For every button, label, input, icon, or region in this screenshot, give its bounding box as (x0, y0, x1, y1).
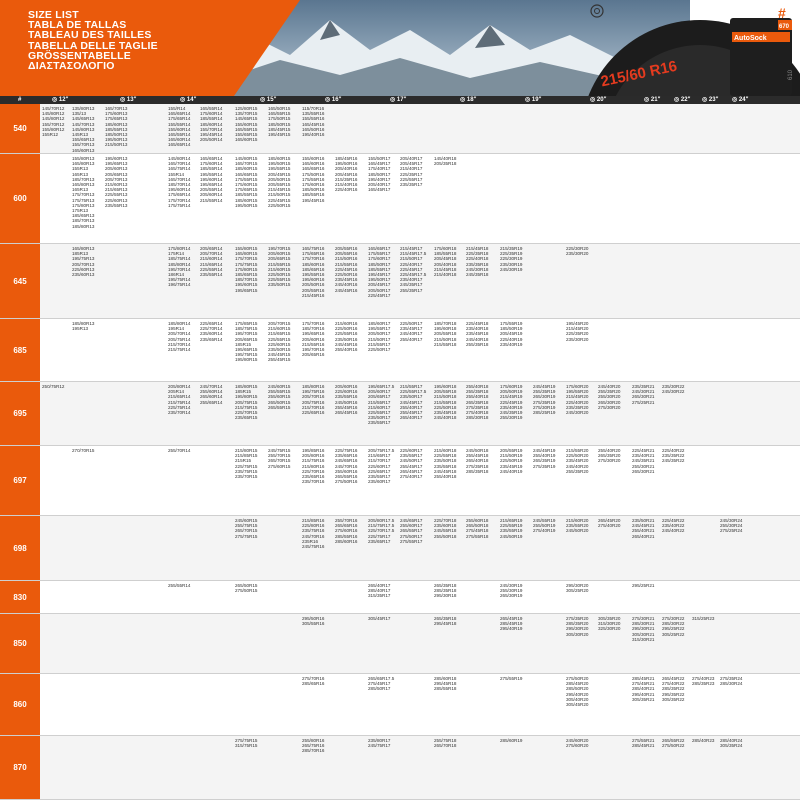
tyre-size-list: 245/45R19 255/40R19 265/35R19 275/35R19 (533, 448, 556, 469)
size-number: 870 (0, 736, 40, 799)
tyre-size-list: 205/65R14 205/70R14 215/60R14 215/65R14 225/55R14 235/55R14 (200, 246, 223, 278)
product-number: 670 (779, 24, 790, 30)
tyre-size-list: 145/80R15 165/70R15 185/60R15 165/65R15 175/55R15 175/60R15 175/65R15 185/55R15 185/60R15 195/50R15 (235, 156, 258, 208)
header-banner (0, 0, 800, 96)
tyre-size-list: 275/70R16 285/65R16 (302, 676, 325, 687)
tyre-size-list: 215/80R15 215/85R15 215R15 225/75R15 235/75R15 235/70R15 (235, 448, 258, 480)
size-number: 850 (0, 614, 40, 673)
table-row (40, 674, 800, 736)
tyre-size-list: 255/75R18 265/70R18 (434, 738, 457, 749)
tyre-size-list: 245/50R18 255/45R18 265/40R18 275/35R18 285/35R18 (466, 448, 489, 474)
rim-size-header: ◎ 20" (590, 97, 607, 103)
tyre-size-list: 285/60R19 (500, 738, 523, 743)
tyre-size-text: 215/60 R16 (599, 57, 679, 91)
tyre-size-list: 215/35R19 225/35R19 225/30R19 235/30R19 245/30R19 (500, 246, 523, 272)
size-number: 698 (0, 516, 40, 580)
tyre-size-list: 315/25R23 (692, 616, 715, 621)
tyre-size-list: 205/55R19 215/50R19 225/50R19 235/45R19 245/40R19 (500, 448, 523, 474)
tyre-size-list: 245/75R15 255/70R15 265/70R15 275/60R15 (268, 448, 291, 469)
tyre-size-list: 155/80R13 165/80R13 155R13 165R13 185/70R13 165/80R13 165R13 175/70R13 175/75R13 175/80R13 175R13 185/65R13 185/70R13 185/80R13 (72, 156, 95, 229)
tyre-size-list: 205/75R17.5 215/65R17 215/70R17 225/60R17 225/65R17 235/55R17 235/60R17 (368, 448, 395, 485)
tyre-size-list: 145/80R14 165/70R14 165/75R14 155R14 165/70R14 185/70R14 195/60R14 175/65R14 175/70R14 175/75R14 (168, 156, 191, 208)
table-row (40, 614, 800, 674)
tyre-size-list: 285/40R23 (692, 738, 715, 743)
tyre-size-list: 265/40R17 285/40R17 315/35R17 (368, 583, 391, 599)
tyre-size-list: 215/55R17 225/55R17.5 235/50R17 245/45R17 255/40R17 255/45R17 265/40R17 (400, 384, 427, 421)
tyre-size-list: 305/45R17 (368, 616, 391, 621)
title-line: GRÖSSENTABELLE (28, 49, 131, 62)
size-number: 600 (0, 154, 40, 243)
tyre-size-list: 225/40R22 235/35R22 245/35R22 (662, 448, 685, 464)
tyre-size-list: 245/30R24 255/30R24 275/25R24 (720, 518, 743, 534)
tyre-size-list: 135/80R13 135/13 145/65R13 145/70R13 145/80R13 145R13 155/65R13 155/70R13 165/60R13 (72, 106, 95, 153)
tyre-size-list: 205/40R17 205/45R17 215/40R17 225/35R17 225/55R17 235/35R17 (400, 156, 423, 188)
tyre-size-list: 175/55R19 185/50R19 205/45R19 225/40R19 235/40R19 (500, 321, 523, 347)
tyre-size-list: 125/80R15 135/70R15 145/65R15 155/60R15 165/55R15 155/65R15 165/60R15 (235, 106, 258, 143)
tyre-size-list: 285/60R18 295/45R18 285/55R18 (434, 676, 457, 692)
size-number: 830 (0, 581, 40, 613)
tyre-size-list: 265/45R20 275/40R20 (598, 518, 621, 529)
tyre-size-list: 225/45R22 235/40R22 245/40R22 (662, 518, 685, 534)
title-line: TABELLA DELLE TAGLIE (28, 39, 158, 52)
tyre-size-list: 285/40R24 305/35R24 (720, 738, 743, 749)
rim-size-header: ◎ 18" (460, 97, 477, 103)
tyre-size-list: 185/80R15 185R15 195/80R15 205/75R15 215/75R15 225/70R15 235/65R15 (235, 384, 258, 421)
tyre-size-list: 225/50R17 235/45R17 245/40R17 255/40R17 (400, 321, 423, 342)
tyre-size-list: 215/45R17 215/45R17.5 215/50R17 225/40R17 225/45R17 225/45R17.5 235/40R17 245/35R17 255/35R17 (400, 246, 427, 293)
size-table (0, 96, 800, 800)
tyre-size-list: 255/80R16 265/75R16 285/70R16 (302, 738, 325, 754)
tyre-size-list: 245/40R20 255/35R20 255/30R20 265/30R20 275/30R20 (598, 384, 621, 410)
rim-size-header: ◎ 21" (644, 97, 661, 103)
tyre-size-list: 185/80R13 195R13 (72, 321, 95, 332)
tyre-size-list: 185/60R15 195/50R15 195/55R15 205/45R15 205/50R15 205/55R15 215/45R15 215/50R15 225/45R15 225/50R15 (268, 156, 291, 208)
tyre-size-list: 275/75R15 315/75R15 (235, 738, 258, 749)
tyre-size-list: 245/60R20 275/60R20 (566, 738, 589, 749)
tyre-size-list: 215/60R18 225/55R18 235/50R18 235/55R18 245/45R18 255/40R18 (434, 448, 457, 480)
tyre-size-list: 155/50R17 165/45R17 175/40R17 185/50R17 195/40R17 205/40R17 165/45R17 (368, 156, 391, 193)
tyre-size-list: 235/80R17 245/75R17 (368, 738, 391, 749)
rim-size-header: ◎ 22" (674, 97, 691, 103)
tyre-size-list: 250/75R12 (42, 384, 65, 389)
tyre-size-list: 165/50R15 165/55R15 175/50R15 185/50R15 185/45R15 195/45R15 (268, 106, 291, 138)
tyre-size-list: 195/70R15 205/60R15 205/65R15 215/55R15 215/60R15 225/50R15 225/55R15 235/50R15 (268, 246, 291, 288)
tyre-size-list: 275/50R20 285/45R20 285/50R20 295/40R20 305/40R20 305/45R20 (566, 676, 589, 708)
tyre-size-list: 265/35R18 285/35R18 295/30R18 (434, 583, 457, 599)
column-header-bar (0, 96, 800, 104)
tyre-size-list: 305/35R20 315/30R20 325/30R20 (598, 616, 621, 632)
table-row (40, 104, 800, 154)
tyre-size-list: 185/60R17 195/55R17 205/50R17 215/50R17 215/55R17 225/50R17 (368, 321, 391, 353)
tyre-size-list: 185/80R16 195/75R16 205/70R16 205/75R16 215/70R16 225/65R16 (302, 384, 325, 416)
tyre-size-list: 145/70R12 145/80R12 145/80R12 155/70R12 155/80R12 155R12 (42, 106, 65, 138)
tyre-size-list: 225/60R17 235/55R17 245/50R17 255/45R17 265/45R17 275/40R17 (400, 448, 423, 480)
tyre-size-list: 225/75R16 235/65R16 245/65R16 245/70R16 255/60R16 265/55R16 275/50R16 (335, 448, 358, 485)
tyre-size-list: 255/55R14 (168, 583, 191, 588)
tyre-size-list: 205/55R16 205/55R16 215/50R16 215/55R16 225/45R16 225/50R16 235/45R16 245/40R16 245/45R16 (335, 246, 358, 293)
tyre-size-list: 275/30R22 285/30R22 295/25R22 305/25R22 (662, 616, 685, 637)
tyre-size-list: 275/40R23 285/35R23 (692, 676, 715, 687)
tyre-size-list: 175/60R20 195/55R20 215/45R20 225/40R20 235/35R20 245/30R20 (566, 384, 589, 416)
tyre-size-list: 245/55R19 255/50R19 275/40R19 (533, 518, 556, 534)
size-number: 645 (0, 244, 40, 318)
tyre-size-list: 175/80R14 175R14 185/75R14 185/80R14 195/70R14 186R14 195/75R14 196/75R14 (168, 246, 191, 288)
tyre-size-list: 225/70R18 235/60R18 245/55R18 255/50R18 (434, 518, 457, 539)
tyre-size-list: 165/55R14 175/60R14 185/55R14 185/60R14 155/70R14 195/45R14 205/50R14 (200, 106, 223, 143)
size-number-header: # (18, 97, 22, 103)
tyre-size-list: 225/45R18 235/40R18 235/45R18 245/40R18 255/35R18 (466, 321, 489, 347)
tyre-size-list: 205/70R15 215/60R15 215/65R15 225/55R15 225/60R15 235/50R15 245/45R15 255/45R15 (268, 321, 291, 363)
tyre-size-list: 245/65R17 255/60R17 265/55R17 275/50R17 275/55R17 (400, 518, 423, 544)
tyre-size-list: 265/55R22 275/50R22 (662, 738, 685, 749)
tyre-size-list: 255/40R20 265/35R20 275/30R20 (598, 448, 621, 464)
tyre-size-list: 275/55R21 285/45R21 (632, 738, 655, 749)
rim-size-header: ◎ 16" (325, 97, 342, 103)
tyre-size-list: 155/80R15 165/80R15 175/70R15 175/75R15 175/80R15 185/65R15 185/70R15 195/60R15 195/65R15 (235, 246, 258, 293)
tyre-size-list: 175/60R18 185/55R18 205/45R18 205/40R18 215/45R18 215/40R18 (434, 246, 457, 278)
tyre-size-list: 245/60R15 255/55R15 255/60R15 265/50R15 265/55R15 (268, 384, 291, 410)
tyre-size-list: 255/40R18 255/35R18 255/40R18 265/35R18 275/35R18 275/40R18 285/30R18 (466, 384, 489, 421)
tyre-size-list: 175/70R16 185/70R16 195/65R16 205/60R16 215/55R16 195/70R16 205/65R16 (302, 321, 325, 358)
tyre-size-list: 225/65R14 225/70R14 235/60R14 235/65R14 (200, 321, 223, 342)
rim-size-header: ◎ 24" (732, 97, 749, 103)
rim-size-header: ◎ 17" (390, 97, 407, 103)
rim-size-header: ◎ 12" (52, 97, 69, 103)
tyre-size-list: 155/R14 165/65R14 175/65R14 155/55R14 155/60R14 165/55R14 165/60R14 165/65R14 (168, 106, 191, 148)
tyre-size-list: 275/30R21 285/30R21 295/30R21 305/30R21 315/30R21 (632, 616, 655, 642)
tyre-size-list: 255/70R14 (168, 448, 191, 453)
title-line: TABLEAU DES TAILLES (28, 29, 152, 42)
size-number: 685 (0, 319, 40, 381)
tyre-size-list: 215/45R18 225/35R18 225/40R18 235/35R18 245/30R18 245/35R18 (466, 246, 489, 278)
tyre-size-list: 285/45R21 275/45R21 285/40R21 295/40R21 305/35R21 (632, 676, 655, 702)
tyre-size-list: 165/65R17 175/55R17 175/60R17 185/50R17 185/55R17 195/45R17 195/50R17 205/45R17 205/50R17 225/45R17 (368, 246, 391, 298)
rim-size-header: ◎ 14" (180, 97, 197, 103)
tyre-size-list: 165/70R13 175/60R13 175/65R13 185/60R13 185/55R13 185/50R13 195/50R13 215/50R13 (105, 106, 128, 148)
tyre-size-list: 295/25R21 (632, 583, 655, 588)
tyre-size-list: 185/45R16 195/50R16 205/40R16 205/45R16 215/35R16 215/40R16 225/40R16 (335, 156, 358, 193)
table-row (40, 581, 800, 614)
tyre-size-list: 195/60R18 205/55R18 215/50R18 215/55R18 225/50R18 235/45R18 245/40R18 (434, 384, 457, 421)
tyre-size-list: 205/60R16 225/60R16 235/55R16 245/50R16 255/45R16 265/45R16 (335, 384, 358, 416)
title-line: TABLA DE TALLAS (28, 19, 127, 32)
table-row (40, 736, 800, 800)
tyre-size-list: 165/75R16 175/65R16 175/70R16 185/60R16 185/65R16 195/55R16 195/60R16 205/50R16 205/55R16 215/45R16 (302, 246, 325, 298)
tyre-size-list: 215/60R16 225/50R16 225/55R16 235/50R16 245/45R16 255/40R16 (335, 321, 358, 353)
size-number: 860 (0, 674, 40, 735)
tyre-size-list: 265/45R19 285/45R19 295/40R19 (500, 616, 523, 632)
tyre-size-list: 195/85R16 205/80R16 215/75R16 215/80R16 225/70R16 235/65R16 235/70R16 (302, 448, 325, 485)
title-block (28, 10, 158, 71)
side-code: 610 (788, 69, 794, 80)
tyre-size-list: 115/70R16 135/55R16 155/55R16 165/45R16 165/50R16 195/40R16 (302, 106, 325, 138)
title-line: SIZE LIST (28, 9, 79, 21)
tyre-icon (590, 4, 604, 18)
tyre-size-list: 225/45R21 235/40R21 245/35R21 255/30R21 265/30R21 (632, 448, 655, 474)
tyre-size-list: 165/65R14 175/60R14 185/55R14 195/55R14 195/60R14 195/65R14 205/55R14 205/60R14 215/55R14 (200, 156, 223, 203)
tyre-size-list: 265/45R22 275/40R22 285/35R22 295/35R22 305/35R22 (662, 676, 685, 702)
tyre-size-list: 185/70R18 195/60R18 205/55R18 215/50R18 215/55R18 (434, 321, 457, 347)
tyre-size-list: 265/35R18 295/45R18 (434, 616, 457, 627)
rim-size-header: ◎ 13" (120, 97, 137, 103)
tyre-size-list: 195/45R20 215/45R20 225/35R20 235/30R20 (566, 321, 589, 342)
tyre-size-list: 275/35R24 285/30R24 (720, 676, 743, 687)
tyre-size-list: 205/80R14 205R14 215/65R14 215/75R14 225/75R14 235/70R14 (168, 384, 191, 416)
size-number: 697 (0, 446, 40, 515)
tyre-size-list: 245/30R19 255/30R19 265/30R19 (500, 583, 523, 599)
tyre-size-list: 245/70R14 255/60R14 265/60R14 255/65R14 (200, 384, 223, 405)
tyre-size-list: 215/85R16 225/80R16 235/75R16 245/70R16 235R16 245/75R16 (302, 518, 325, 550)
tyre-size-list: 195/60R13 195/65R13 205/60R13 205/65R13 205/70R13 215/60R13 215/65R13 225/55R13 225/60R13 235/55R13 (105, 156, 128, 208)
tyre-size-list: 265/50R15 275/50R15 (235, 583, 258, 594)
tyre-size-list: 275/35R20 285/35R20 295/30R20 305/30R20 (566, 616, 589, 637)
tyre-size-list: 145/40R18 205/35R18 (434, 156, 457, 167)
tyre-size-list: 245/60R15 255/75R15 265/70R15 275/75R15 (235, 518, 258, 539)
tyre-size-list: 235/30R22 245/30R22 (662, 384, 685, 395)
tyre-size-list: 295/50R16 305/55R16 (302, 616, 325, 627)
tyre-size-list: 270/70R15 (72, 448, 95, 453)
tyre-size-list: 215/60R20 235/55R20 245/50R20 (566, 518, 589, 534)
tyre-size-list: 245/45R19 255/35R19 265/30R19 275/35R19 275/30R19 285/25R19 (533, 384, 556, 416)
hash-mark: # (778, 5, 786, 21)
tyre-size-list: 275/55R19 (500, 676, 523, 681)
tyre-size-list: 165/80R13 185R13 195/75R13 205/70R13 225/60R13 235/60R13 (72, 246, 95, 278)
rim-size-header: ◎ 15" (260, 97, 277, 103)
tyre-size-list: 195/65R17.5 205/60R17 205/65R17 215/55R17 215/60R17 225/55R17 235/50R17 235/55R17 (368, 384, 395, 426)
rim-size-header: ◎ 23" (702, 97, 719, 103)
size-number: 695 (0, 382, 40, 445)
tyre-size-list: 235/35R21 245/30R21 265/30R21 275/25R21 (632, 384, 655, 405)
tyre-size-list: 185/80R14 195R14 205/70R14 205/75R14 215/70R14 215/75R14 (168, 321, 191, 353)
tyre-size-list: 225/30R20 235/30R20 (566, 246, 589, 257)
tyre-size-list: 155/60R16 165/60R16 165/65R16 175/50R16 175/55R16 175/60R16 185/50R16 185/55R16 195/45R16 (302, 156, 325, 203)
brand-logo: AutoSock (734, 35, 767, 42)
tyre-size-list: 175/85R15 185/75R15 195/70R15 205/65R15 185R15 195/65R15 195/75R15 195/80R15 (235, 321, 258, 363)
rim-size-header: ◎ 19" (525, 97, 542, 103)
tyre-size-list: 175/60R19 205/50R19 215/45R19 225/45R19 235/40R19 245/35R19 255/30R19 (500, 384, 523, 421)
tyre-size-list: 215/55R20 225/50R20 235/45R20 245/40R20 255/35R20 (566, 448, 589, 474)
title-line: ΔΙΑΣΤΑΣΟΛΟΓΙΟ (28, 60, 115, 73)
product-illustration (599, 0, 800, 96)
tyre-size-list: 265/65R17.5 275/45R17 285/50R17 (368, 676, 395, 692)
tyre-size-list: 235/50R21 245/45R21 255/40R21 265/40R21 (632, 518, 655, 539)
tyre-size-list: 205/80R17.5 215/75R17.5 225/70R17.5 225/75R17 235/65R17 (368, 518, 395, 544)
tyre-size-list: 215/65R19 225/55R19 235/55R19 245/50R19 (500, 518, 523, 539)
size-number: 540 (0, 104, 40, 153)
tyre-size-list: 255/60R18 265/50R18 275/45R18 275/55R18 (466, 518, 489, 539)
tyre-size-list: 295/30R20 305/25R20 (566, 583, 589, 594)
tyre-size-list: 255/70R16 265/65R16 275/60R16 285/55R16 285/60R16 (335, 518, 358, 544)
